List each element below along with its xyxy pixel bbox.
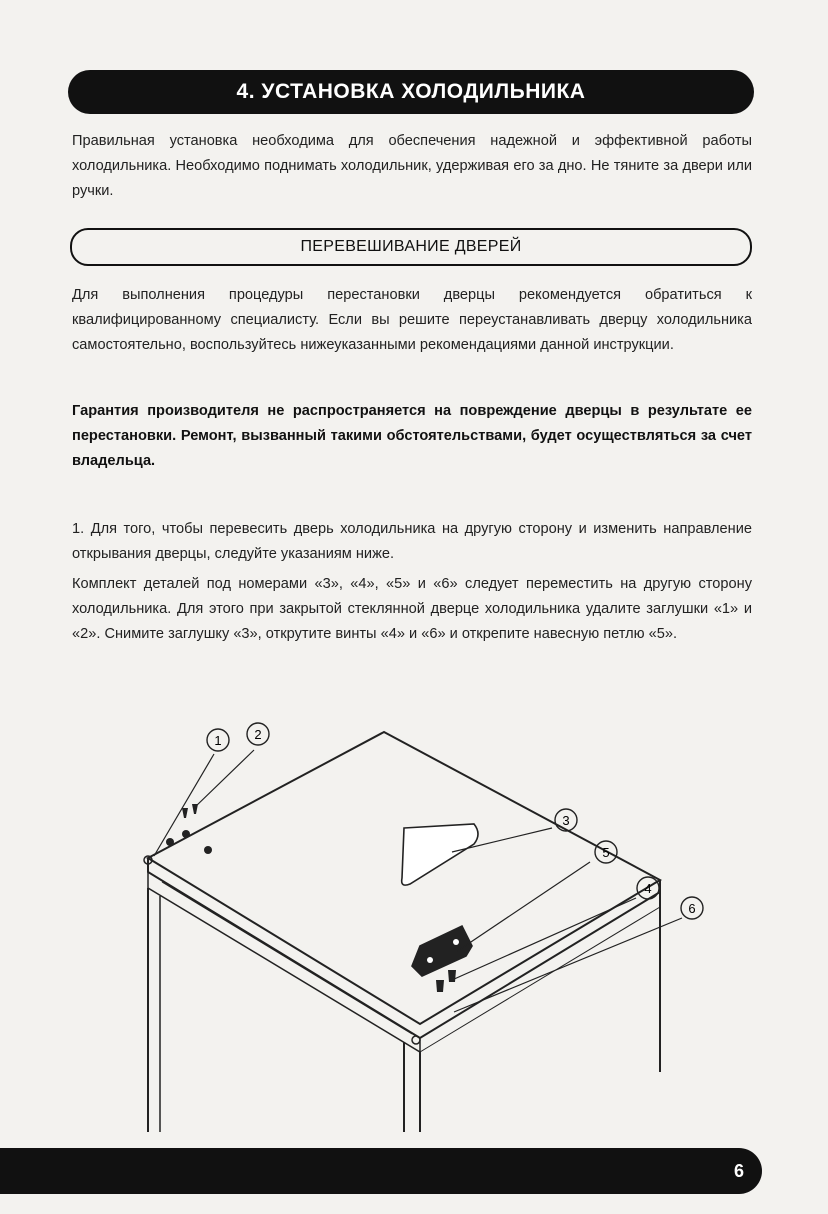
leader-1 <box>154 754 214 856</box>
callout-4 <box>637 877 659 899</box>
callout-3 <box>555 809 577 831</box>
hole-2 <box>182 830 190 838</box>
callout-2 <box>247 723 269 745</box>
subsection-paragraph: Для выполнения процедуры перестановки дверцы рекомендуется обратиться к квалифицированному специалисту. Если вы решите переустанавливать дверцу холодильника самостоятельно, воспользуйтесь нижеуказанными рекомендациями данной инструкции. <box>72 286 752 353</box>
step-1-paragraph: 1. Для того, чтобы перевесить дверь холодильника на другую сторону и изменить направление открывания дверцы, следуйте указаниям ниже. <box>72 520 752 562</box>
subsection-title-frame <box>70 228 752 266</box>
intro-paragraph: Правильная установка необходима для обеспечения надежной и эффективной работы холодильника. Необходимо поднимать холодильник, удерживая его за дно. Не тяните за двери или ручки. <box>72 132 752 199</box>
door-top-strip <box>148 872 420 1052</box>
section-title-banner <box>68 70 754 114</box>
svg-text:1: 1 <box>214 733 222 748</box>
section-title: 4. УСТАНОВКА ХОЛОДИЛЬНИКА <box>236 80 586 103</box>
footer-bar <box>0 1148 762 1194</box>
cap-3 <box>402 824 478 885</box>
leader-2 <box>194 750 254 808</box>
corner-hole-front <box>412 1036 420 1044</box>
callout-5 <box>595 841 617 863</box>
hole-1 <box>166 838 174 846</box>
hinge-hole-a <box>427 957 433 963</box>
leader-4 <box>452 898 636 980</box>
leader-6 <box>454 918 682 1012</box>
hole-3 <box>204 846 212 854</box>
callout-6 <box>681 897 703 919</box>
callout-1 <box>207 729 229 751</box>
svg-text:5: 5 <box>602 845 610 860</box>
step-1-detail-paragraph: Комплект деталей под номерами «3», «4», «5» и «6» следует переместить на другую сторону холодильника. Для этого при закрытой стеклянной дверце холодильника удалите заглушки «1» и «2». Снимите заглушку «3», открутите винты «4» и «6» и открепите навесную петлю «5». <box>72 576 752 642</box>
svg-text:6: 6 <box>688 901 696 916</box>
svg-text:4: 4 <box>644 881 652 896</box>
hinge-hole-b <box>453 939 459 945</box>
svg-text:2: 2 <box>254 727 262 742</box>
leader-5 <box>456 862 590 952</box>
svg-text:3: 3 <box>562 813 570 828</box>
subsection-title: ПЕРЕВЕШИВАНИЕ ДВЕРЕЙ <box>300 238 522 255</box>
hinge-5 <box>412 926 472 976</box>
screw-4 <box>436 980 444 992</box>
fridge-top-diagram <box>120 712 720 1132</box>
warranty-warning: Гарантия производителя не распространяется на повреждение дверцы в результате ее перестановки. Ремонт, вызванный такими обстоятельствами, будет осуществляться за счет владельца. <box>72 402 752 469</box>
page-number: 6 <box>733 1160 744 1181</box>
screw-6 <box>448 970 456 982</box>
door-inner-line <box>162 882 412 1034</box>
